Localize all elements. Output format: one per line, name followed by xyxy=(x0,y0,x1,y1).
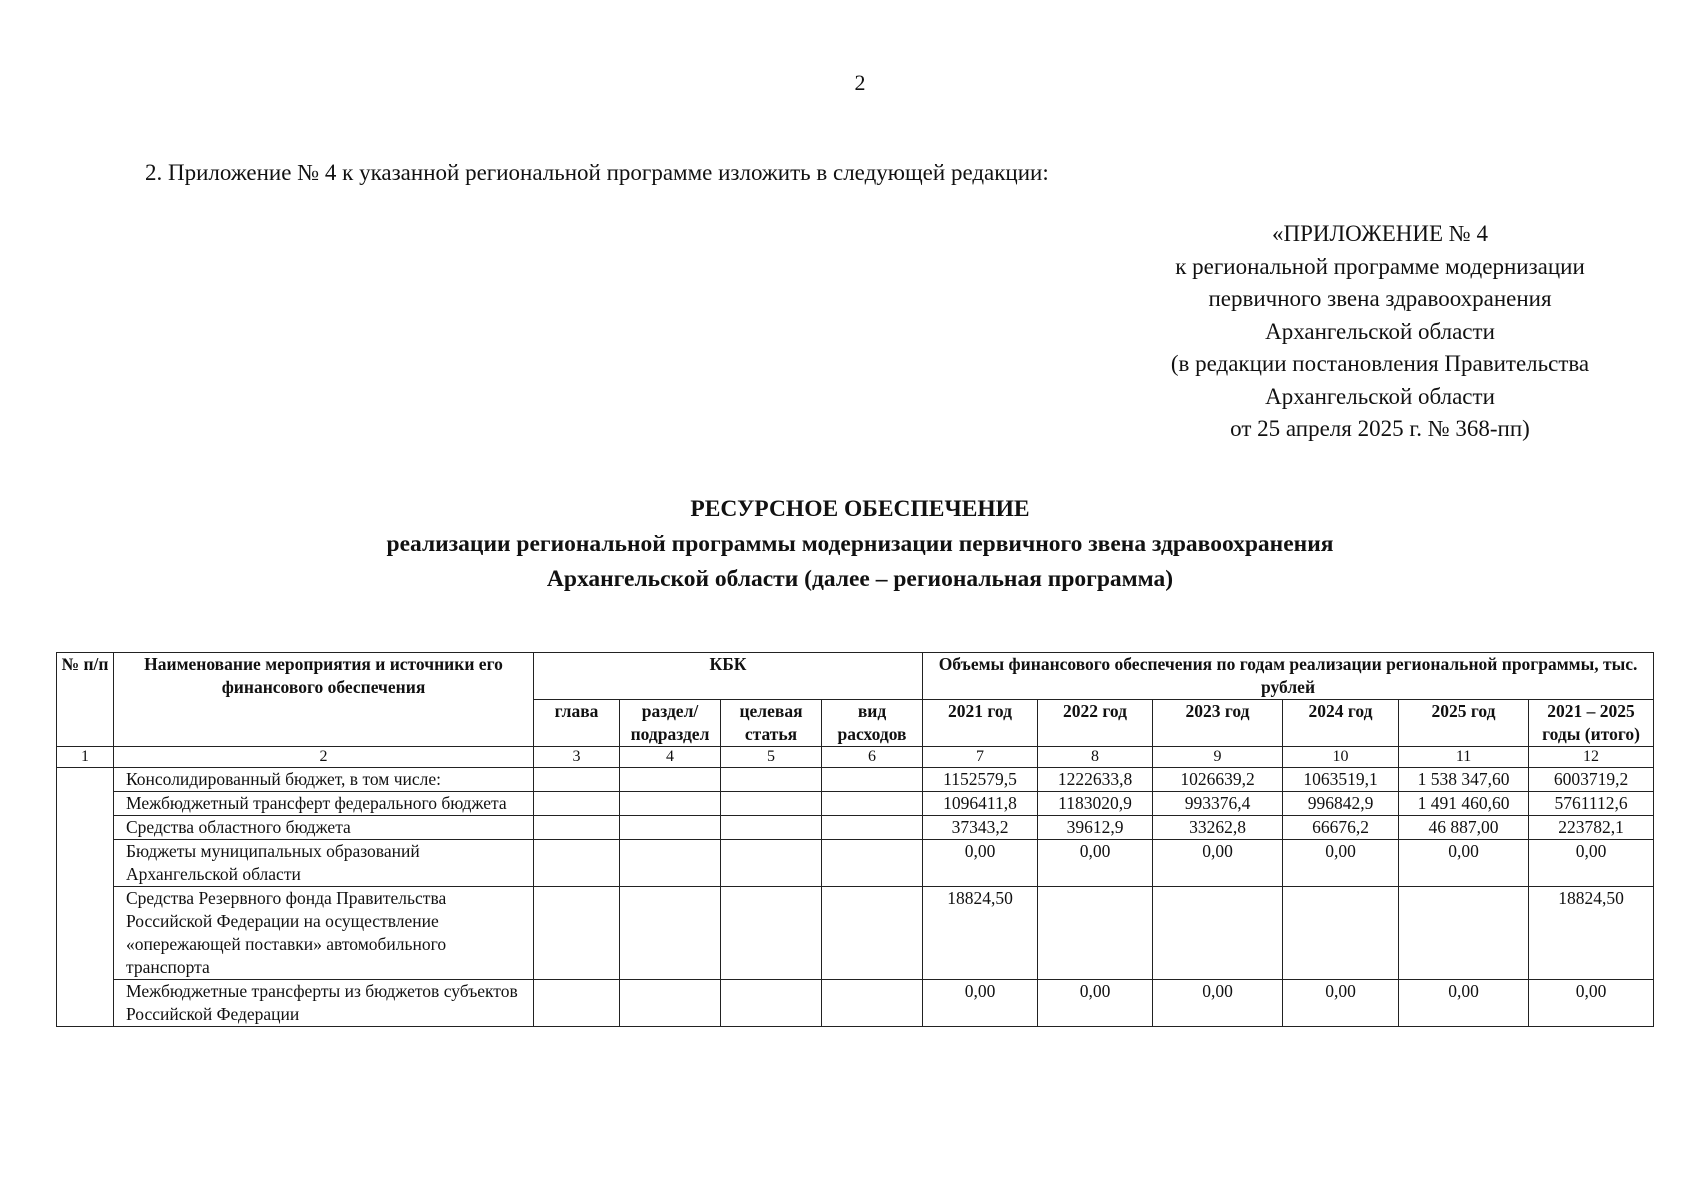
table-row xyxy=(57,887,1654,980)
value-cell: 0,00 xyxy=(1038,980,1153,1027)
header-year-total: 2021 – 2025 годы (итого) xyxy=(1529,700,1654,747)
header-kbk-sub: целевая статья xyxy=(721,700,822,747)
value-cell: 18824,50 xyxy=(1529,887,1654,980)
appendix-header-line: «ПРИЛОЖЕНИЕ № 4 xyxy=(1271,221,1489,246)
title-line: Архангельской области (далее – региональная программа) xyxy=(546,566,1174,592)
value-cell: 1096411,8 xyxy=(923,792,1038,816)
appendix-header-line: Архангельской области xyxy=(1265,383,1495,409)
appendix-header-line: Архангельской области xyxy=(1265,318,1495,344)
kbk-cell xyxy=(822,768,923,792)
header-kbk-sub: вид расходов xyxy=(822,700,923,747)
page-number: 2 xyxy=(854,70,866,95)
value-cell: 1 491 460,60 xyxy=(1399,792,1529,816)
kbk-cell xyxy=(822,980,923,1027)
kbk-cell xyxy=(534,840,620,887)
kbk-cell xyxy=(721,840,822,887)
value-cell: 0,00 xyxy=(1153,980,1283,1027)
column-index: 7 xyxy=(923,747,1038,768)
kbk-cell xyxy=(822,792,923,816)
resource-table xyxy=(56,652,1654,1027)
kbk-cell xyxy=(534,816,620,840)
value-cell: 993376,4 xyxy=(1153,792,1283,816)
kbk-cell xyxy=(721,887,822,980)
appendix-header-line: к региональной программе модернизации xyxy=(1175,253,1585,279)
header-kbk-sub: глава xyxy=(534,700,620,747)
column-index-row xyxy=(57,747,1654,768)
header-year: 2025 год xyxy=(1399,700,1529,747)
column-index: 12 xyxy=(1529,747,1654,768)
row-number-cell xyxy=(57,768,114,1027)
kbk-cell xyxy=(721,980,822,1027)
kbk-cell xyxy=(534,887,620,980)
kbk-cell xyxy=(822,887,923,980)
value-cell: 5761112,6 xyxy=(1529,792,1654,816)
title-line: РЕСУРСНОЕ ОБЕСПЕЧЕНИЕ xyxy=(690,496,1030,522)
column-index: 5 xyxy=(721,747,822,768)
header-year: 2021 год xyxy=(923,700,1038,747)
appendix-header-line: (в редакции постановления Правительства xyxy=(1170,351,1590,376)
column-index: 2 xyxy=(114,747,534,768)
kbk-cell xyxy=(534,980,620,1027)
column-index: 3 xyxy=(534,747,620,768)
value-cell: 18824,50 xyxy=(923,887,1038,980)
table-row xyxy=(57,980,1654,1027)
header-year: 2022 год xyxy=(1038,700,1153,747)
column-index: 6 xyxy=(822,747,923,768)
value-cell: 1 538 347,60 xyxy=(1399,768,1529,792)
kbk-cell xyxy=(822,840,923,887)
intro-paragraph: 2. Приложение № 4 к указанной региональной программе изложить в следующей редакции: xyxy=(145,160,1049,185)
kbk-cell xyxy=(721,792,822,816)
value-cell xyxy=(1283,887,1399,980)
value-cell: 0,00 xyxy=(1038,840,1153,887)
value-cell: 223782,1 xyxy=(1529,816,1654,840)
value-cell: 0,00 xyxy=(1529,980,1654,1027)
kbk-cell xyxy=(721,816,822,840)
value-cell xyxy=(1153,887,1283,980)
table-row xyxy=(57,768,1654,792)
column-index: 11 xyxy=(1399,747,1529,768)
kbk-cell xyxy=(620,840,721,887)
value-cell: 39612,9 xyxy=(1038,816,1153,840)
kbk-cell xyxy=(620,887,721,980)
kbk-cell xyxy=(534,768,620,792)
row-name: Средства областного бюджета xyxy=(114,816,534,840)
kbk-cell xyxy=(620,792,721,816)
column-index: 4 xyxy=(620,747,721,768)
value-cell: 1152579,5 xyxy=(923,768,1038,792)
row-name: Бюджеты муниципальных образований Архангельской области xyxy=(114,840,534,887)
header-year: 2023 год xyxy=(1153,700,1283,747)
kbk-cell xyxy=(822,816,923,840)
value-cell: 1026639,2 xyxy=(1153,768,1283,792)
kbk-cell xyxy=(620,768,721,792)
value-cell: 0,00 xyxy=(1283,980,1399,1027)
column-index: 8 xyxy=(1038,747,1153,768)
value-cell: 37343,2 xyxy=(923,816,1038,840)
row-name: Межбюджетные трансферты из бюджетов субъектов Российской Федерации xyxy=(114,980,534,1027)
row-name: Консолидированный бюджет, в том числе: xyxy=(114,768,534,792)
header-kbk-sub: раздел/ подраздел xyxy=(620,700,721,747)
row-name: Межбюджетный трансферт федерального бюджета xyxy=(114,792,534,816)
appendix-header xyxy=(1100,218,1660,446)
column-index: 10 xyxy=(1283,747,1399,768)
value-cell: 0,00 xyxy=(1283,840,1399,887)
value-cell: 0,00 xyxy=(1153,840,1283,887)
value-cell: 0,00 xyxy=(1399,840,1529,887)
value-cell: 0,00 xyxy=(923,840,1038,887)
kbk-cell xyxy=(534,792,620,816)
kbk-cell xyxy=(620,816,721,840)
value-cell: 1183020,9 xyxy=(1038,792,1153,816)
value-cell: 0,00 xyxy=(1529,840,1654,887)
header-num: № п/п xyxy=(57,653,114,747)
kbk-cell xyxy=(721,768,822,792)
header-kbk: КБК xyxy=(534,653,923,700)
value-cell: 1063519,1 xyxy=(1283,768,1399,792)
appendix-header-line: от 25 апреля 2025 г. № 368-пп) xyxy=(1230,416,1530,441)
value-cell xyxy=(1399,887,1529,980)
table-row xyxy=(57,792,1654,816)
value-cell: 46 887,00 xyxy=(1399,816,1529,840)
value-cell: 66676,2 xyxy=(1283,816,1399,840)
header-year: 2024 год xyxy=(1283,700,1399,747)
title-line: реализации региональной программы модернизации первичного звена здравоохранения xyxy=(386,531,1334,557)
document-title xyxy=(0,492,1697,597)
value-cell: 6003719,2 xyxy=(1529,768,1654,792)
row-name: Средства Резервного фонда Правительства Российской Федерации на осуществление «опережающей поставки» автомобильного транспорта xyxy=(114,887,534,980)
header-name: Наименование мероприятия и источники его финансового обеспечения xyxy=(114,653,534,747)
value-cell: 33262,8 xyxy=(1153,816,1283,840)
value-cell: 0,00 xyxy=(923,980,1038,1027)
value-cell: 1222633,8 xyxy=(1038,768,1153,792)
table-row xyxy=(57,816,1654,840)
column-index: 1 xyxy=(57,747,114,768)
header-volumes: Объемы финансового обеспечения по годам реализации региональной программы, тыс. рублей xyxy=(923,653,1654,700)
appendix-header-line: первичного звена здравоохранения xyxy=(1208,286,1552,311)
column-index: 9 xyxy=(1153,747,1283,768)
table-row xyxy=(57,840,1654,887)
kbk-cell xyxy=(620,980,721,1027)
value-cell: 0,00 xyxy=(1399,980,1529,1027)
value-cell: 996842,9 xyxy=(1283,792,1399,816)
value-cell xyxy=(1038,887,1153,980)
